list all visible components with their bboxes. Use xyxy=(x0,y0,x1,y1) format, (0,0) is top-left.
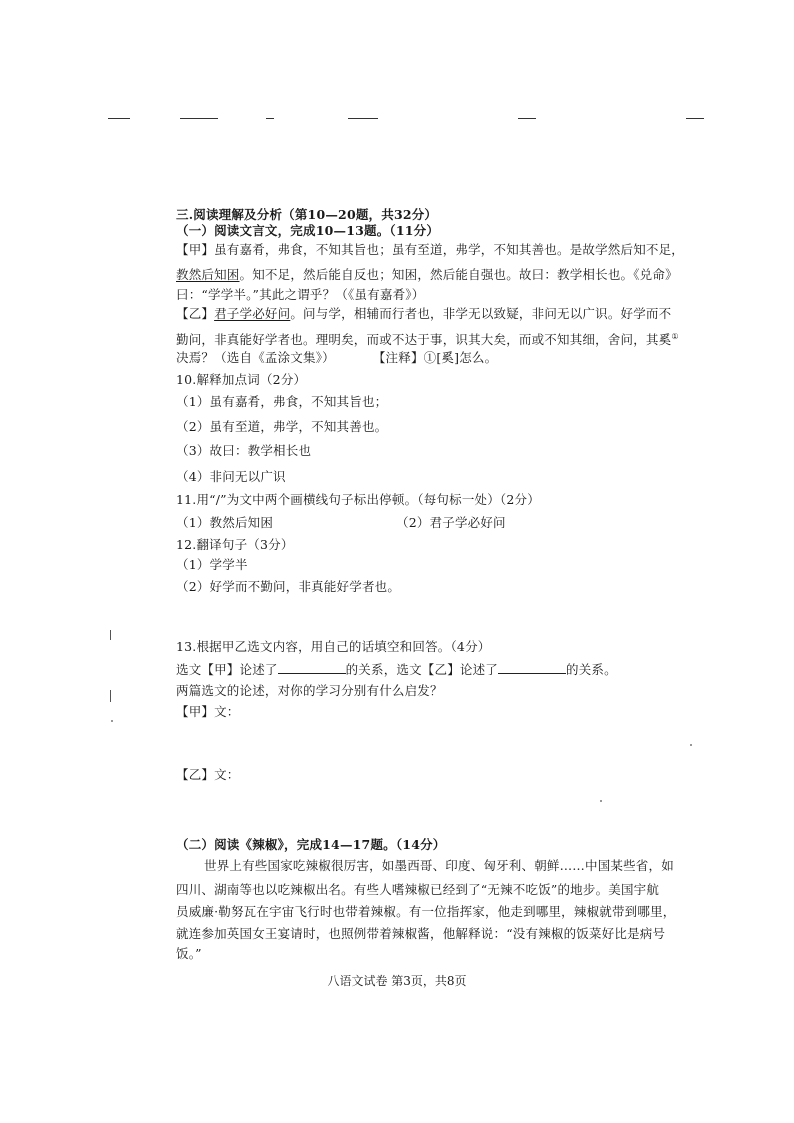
answer-blank[interactable] xyxy=(278,661,346,674)
passage-line: 饭。” xyxy=(176,946,202,961)
passage-jia-line3: 曰：“学学半。”其此之谓乎？（《虽有嘉肴》） xyxy=(176,287,425,302)
question-10-item: （4）非问无以广识 xyxy=(176,469,286,484)
underlined-sentence: 君子学必好问 xyxy=(214,306,291,321)
page-footer: 八语文试卷 第3页，共8页 xyxy=(327,974,467,988)
question-11-item: （2）君子学必好问 xyxy=(396,515,506,530)
passage-text: 。问与学，相辅而行者也，非学无以致疑，非问无以广识。好学而不 xyxy=(290,306,672,321)
scan-mark xyxy=(110,690,111,702)
passage-yi-line3 xyxy=(176,350,497,366)
footnote: 【注释】①[奚]怎么。 xyxy=(372,350,498,365)
scan-mark xyxy=(110,630,111,640)
passage-text: 。知不足，然后能自反也；知困，然后能自强也。故曰：教学相长也。《兑命》 xyxy=(239,267,678,282)
passage-jia-line1 xyxy=(176,242,684,258)
question-10-item: （3）故曰：教学相长也 xyxy=(176,443,312,458)
question-12-item: （2）好学而不勤问，非真能好学者也。 xyxy=(176,579,401,594)
passage-tag-jia: 【甲】 xyxy=(176,242,215,257)
header-rule xyxy=(266,118,274,119)
footnote-marker: ① xyxy=(671,332,679,341)
question-12-item: （1）学学半 xyxy=(176,557,248,572)
question-13-title: 13.根据甲乙选文内容，用自己的话填空和回答。（4分） xyxy=(176,639,491,654)
question-10-item: （2）虽有至道，弗学，不知其善也。 xyxy=(176,419,388,434)
question-11-title: 11.用“/”为文中两个画横线句子标出停顿。（每句标一处）（2分） xyxy=(176,492,540,507)
underlined-sentence: 教然后知困 xyxy=(176,267,240,282)
part1-title: （一）阅读文言文，完成10—13题。（11分） xyxy=(176,223,440,238)
question-11-item: （1）教然后知困 xyxy=(176,515,274,530)
answer-label-yi: 【乙】文： xyxy=(176,767,240,782)
passage-line: 世界上有些国家吃辣椒很厉害，如墨西哥、印度、匈牙利、朝鲜……中国某些省，如 xyxy=(204,858,674,873)
passage-tag-yi: 【乙】 xyxy=(176,306,215,321)
fill-text: 的关系，选文【乙】论述了 xyxy=(345,662,499,677)
fill-text: 的关系。 xyxy=(566,662,617,677)
scan-speck xyxy=(111,720,113,722)
header-rule xyxy=(348,118,378,119)
question-10-title: 10.解释加点词（2分） xyxy=(176,372,307,387)
passage-text: 虽有嘉肴，弗食，不知其旨也；虽有至道，弗学，不知其善也。是故学然后知不足， xyxy=(214,242,685,257)
header-rule xyxy=(180,118,218,119)
question-13-fill xyxy=(176,661,617,678)
passage-line: 四川、湖南等也以吃辣椒出名。有些人嗜辣椒已经到了“无辣不吃饭”的地步。美国宇航 xyxy=(176,882,660,897)
scan-speck xyxy=(600,800,602,802)
passage-jia-line2 xyxy=(176,267,678,283)
passage-text: 勤问，非真能好学者也。理明矣，而或不达于事，识其大矣，而或不知其细，舍问，其奚 xyxy=(176,332,672,348)
answer-blank[interactable] xyxy=(498,661,566,674)
passage-source: 决焉？（选自《孟涂文集》） xyxy=(176,350,335,365)
passage-yi-line2 xyxy=(176,329,679,348)
question-12-title: 12.翻译句子（3分） xyxy=(176,537,294,552)
passage-line: 员威廉·勒努瓦在宇宙飞行时也带着辣椒。有一位指挥家，他走到哪里，辣椒就带到哪里， xyxy=(176,904,676,919)
answer-label-jia: 【甲】文： xyxy=(176,704,240,719)
header-rule xyxy=(108,118,130,119)
header-rule xyxy=(518,118,536,119)
question-13-prompt: 两篇选文的论述，对你的学习分别有什么启发？ xyxy=(176,683,443,698)
section-title: 三.阅读理解及分析（第10—20题，共32分） xyxy=(176,207,438,222)
scan-speck xyxy=(690,744,692,746)
passage-line: 就连参加英国女王宴请时，也照例带着辣椒酱，他解释说：“没有辣椒的饭菜好比是病号 xyxy=(176,926,666,941)
passage-yi-line1 xyxy=(176,306,671,322)
fill-text: 选文【甲】论述了 xyxy=(176,662,278,677)
part2-title: （二）阅读《辣椒》，完成14—17题。（14分） xyxy=(176,837,446,852)
header-rule xyxy=(686,118,704,119)
question-10-item: （1）虽有嘉肴，弗食，不知其旨也； xyxy=(176,394,388,409)
